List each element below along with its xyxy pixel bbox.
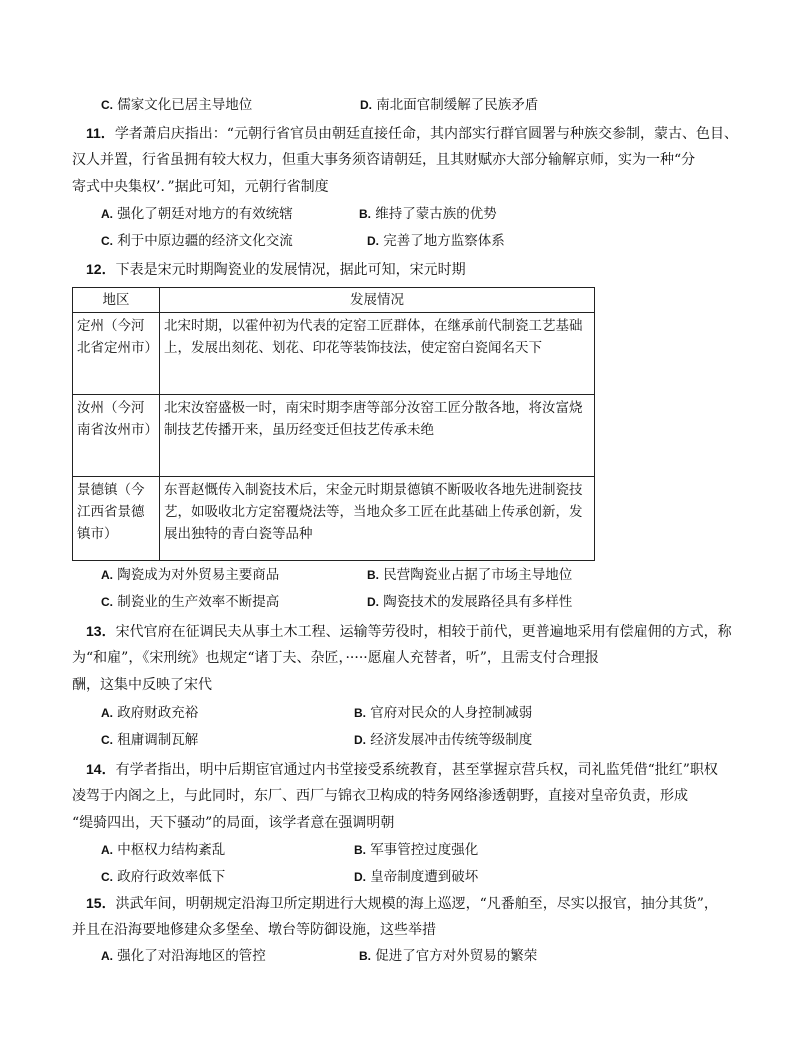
q12-row-2-desc: 北宋汝窑盛极一时，南宋时期李唐等部分汝窑工匠分散各地，将汝富烧制技艺传播开来，虽历经变迁但技艺传承未绝 xyxy=(160,395,595,477)
q12-number: 12． xyxy=(86,261,116,277)
option-letter: B. xyxy=(359,949,371,963)
q13-stem-line-1 xyxy=(86,621,732,642)
q10-option-c[interactable]: C. 儒家文化已居主导地位 xyxy=(101,97,253,113)
option-letter: D. xyxy=(367,234,379,248)
q10-option-d[interactable]: D. 南北面官制缓解了民族矛盾 xyxy=(360,97,539,113)
option-letter: B. xyxy=(354,843,366,857)
q12-row-3-desc: 东晋赵慨传入制瓷技术后，宋金元时期景德镇不断吸收各地先进制瓷技艺，如吸收北方定窑覆烧法等，当地众多工匠在此基础上传承创新，发展出独特的青白瓷等品种 xyxy=(160,477,595,561)
q15-stem-line-2: 并且在沿海要地修建众多堡垒、墩台等防御设施，这些举措 xyxy=(72,922,436,938)
q12-option-b[interactable]: B. 民营陶瓷业占据了市场主导地位 xyxy=(367,567,573,583)
q13-stem-line-2: 为“和雇”，《宋刑统》也规定“诸丁夫、杂匠，·····愿雇人充替者，听”，且需支付合理报 xyxy=(72,650,599,666)
option-letter: A. xyxy=(101,568,113,582)
option-letter: D. xyxy=(367,595,379,609)
q13-option-b[interactable]: B. 官府对民众的人身控制减弱 xyxy=(354,705,533,721)
q14-stem-line-1 xyxy=(86,759,718,780)
q14-option-a[interactable]: A. 中枢权力结构紊乱 xyxy=(101,842,226,858)
option-letter: A. xyxy=(101,949,113,963)
option-letter: B. xyxy=(354,706,366,720)
q12-option-a[interactable]: A. 陶瓷成为对外贸易主要商品 xyxy=(101,567,280,583)
q11-option-b[interactable]: B. 维持了蒙古族的优势 xyxy=(359,206,497,222)
q12-row-2-region: 汝州（今河南省汝州市） xyxy=(73,395,160,477)
option-letter: C. xyxy=(101,733,113,747)
q12-option-d[interactable]: D. 陶瓷技术的发展路径具有多样性 xyxy=(367,594,573,610)
option-letter: D. xyxy=(360,98,372,112)
q11-option-a[interactable]: A. 强化了朝廷对地方的有效统辖 xyxy=(101,206,293,222)
q14-option-b[interactable]: B. 军事管控过度强化 xyxy=(354,842,479,858)
q13-stem-line-3: 酬，这集中反映了宋代 xyxy=(72,677,212,693)
q15-stem-text-1: 洪武年间，明朝规定沿海卫所定期进行大规模的海上巡逻，“凡番舶至，尽实以报官，抽分其货”， xyxy=(115,896,718,912)
q14-stem-line-2: 凌驾于内阁之上，与此同时，东厂、西厂与锦衣卫构成的特务网络渗透朝野，直接对皇帝负责，形成 xyxy=(72,788,688,804)
option-letter: C. xyxy=(101,98,113,112)
table-row xyxy=(73,395,595,477)
option-letter: D. xyxy=(354,870,366,884)
q15-number: 15． xyxy=(86,895,116,911)
q14-stem-text-1: 有学者指出，明中后期宦官通过内书堂接受系统教育，甚至掌握京营兵权，司礼监凭借“批红”职权 xyxy=(115,762,718,778)
q12-table xyxy=(72,287,595,561)
q11-stem-text-1: 学者萧启庆指出：“元朝行省官员由朝廷直接任命，其内部实行群官圆署与种族交参制，蒙古、色目、 xyxy=(114,126,738,142)
q11-option-d[interactable]: D. 完善了地方监察体系 xyxy=(367,233,505,249)
q13-number: 13． xyxy=(86,623,116,639)
q12-stem-line xyxy=(86,259,466,280)
q12-row-1-region: 定州（今河北省定州市） xyxy=(73,313,160,395)
option-letter: B. xyxy=(367,568,379,582)
option-letter: A. xyxy=(101,207,113,221)
q13-option-a[interactable]: A. 政府财政充裕 xyxy=(101,705,199,721)
q15-option-a[interactable]: A. 强化了对沿海地区的管控 xyxy=(101,948,266,964)
q14-option-d[interactable]: D. 皇帝制度遭到破坏 xyxy=(354,869,479,885)
q11-stem-line-3: 寄式中央集权’．”据此可知，元朝行省制度 xyxy=(72,179,329,195)
q14-number: 14． xyxy=(86,761,116,777)
q14-stem-line-3: “缇骑四出，天下骚动”的局面，该学者意在强调明朝 xyxy=(72,815,395,831)
q13-stem-text-1: 宋代官府在征调民夫从事土木工程、运输等劳役时，相较于前代，更普遍地采用有偿雇佣的方式，称 xyxy=(115,624,732,640)
q13-option-d[interactable]: D. 经济发展冲击传统等级制度 xyxy=(354,732,533,748)
q14-option-c[interactable]: C. 政府行政效率低下 xyxy=(101,869,226,885)
q12-row-1-desc: 北宋时期，以霍仲初为代表的定窑工匠群体，在继承前代制瓷工艺基础上，发展出刻花、划花、印花等装饰技法，使定窑白瓷闻名天下 xyxy=(160,313,595,395)
q15-stem-line-1 xyxy=(86,893,718,914)
table-row xyxy=(73,313,595,395)
q12-table-header-desc: 发展情况 xyxy=(160,288,595,313)
option-letter: C. xyxy=(101,595,113,609)
q13-option-c[interactable]: C. 租庸调制瓦解 xyxy=(101,732,199,748)
q11-number: 11． xyxy=(86,125,115,141)
table-row xyxy=(73,477,595,561)
q12-stem-text: 下表是宋元时期陶瓷业的发展情况，据此可知，宋元时期 xyxy=(115,262,466,278)
option-letter: D. xyxy=(354,733,366,747)
q15-option-b[interactable]: B. 促进了官方对外贸易的繁荣 xyxy=(359,948,538,964)
option-letter: B. xyxy=(359,207,371,221)
q12-row-3-region: 景德镇（今江西省景德镇市） xyxy=(73,477,160,561)
q11-stem-line-2: 汉人并置，行省虽拥有较大权力，但重大事务须咨请朝廷，且其财赋亦大部分输解京师，实为一种“分 xyxy=(72,152,696,168)
q12-option-c[interactable]: C. 制瓷业的生产效率不断提高 xyxy=(101,594,280,610)
option-letter: C. xyxy=(101,234,113,248)
q12-table-header-region: 地区 xyxy=(73,288,160,313)
option-letter: A. xyxy=(101,706,113,720)
q12-table-header-row xyxy=(73,288,595,313)
option-letter: C. xyxy=(101,870,113,884)
q11-stem-line-1 xyxy=(86,123,738,144)
q11-option-c[interactable]: C. 利于中原边疆的经济文化交流 xyxy=(101,233,293,249)
option-letter: A. xyxy=(101,843,113,857)
